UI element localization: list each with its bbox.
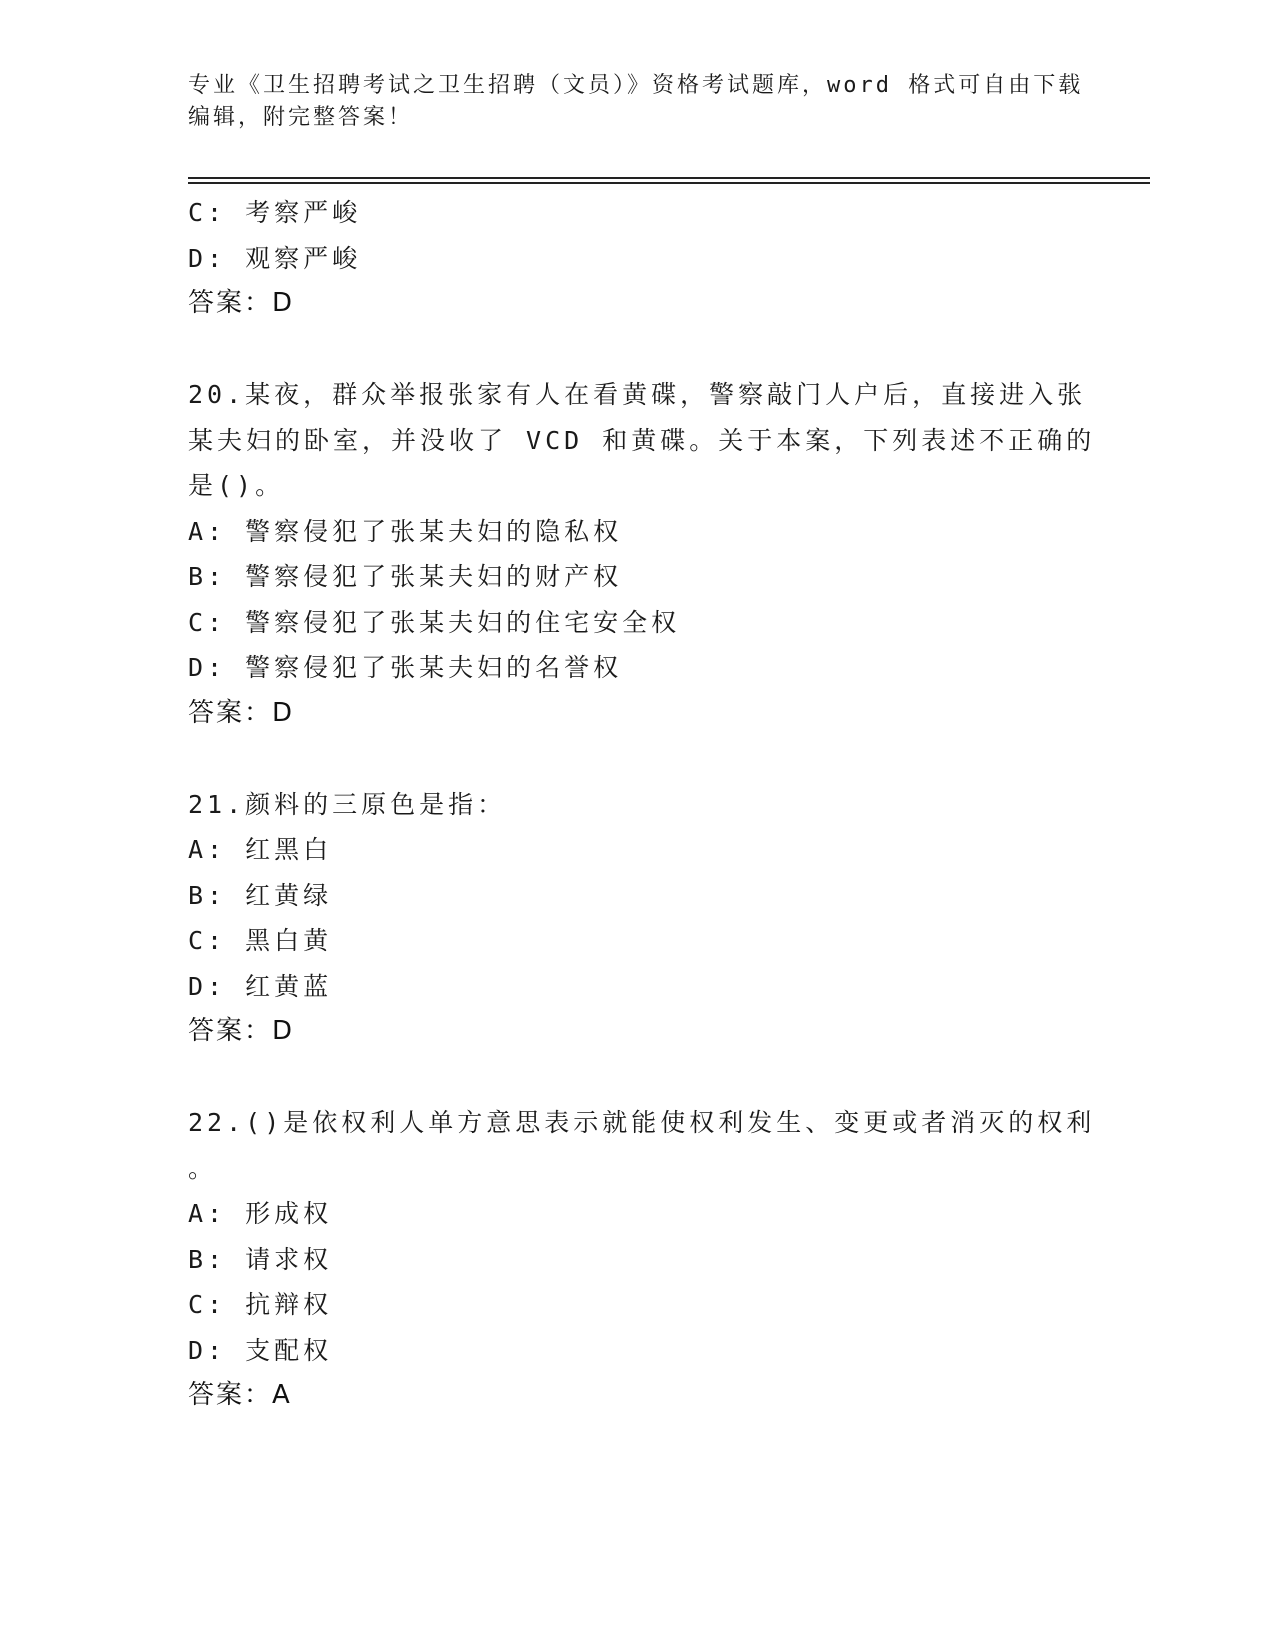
answer-line: 答案：A — [188, 1380, 292, 1410]
question-stem: 20.某夜，群众举报张家有人在看黄碟，警察敲门人户后，直接进入张 — [188, 380, 1087, 409]
option-b: B: 警察侵犯了张某夫妇的财产权 — [188, 562, 623, 591]
question-list — [188, 190, 1096, 1419]
question-20 — [188, 372, 1096, 736]
spacer — [188, 1055, 1088, 1101]
header-rule-top — [188, 177, 1150, 179]
question-22 — [188, 1100, 1096, 1419]
option-c: C: 抗辩权 — [188, 1290, 333, 1319]
answer-line: 答案：D — [188, 1016, 295, 1046]
question-stem: 某夫妇的卧室，并没收了 VCD 和黄碟。关于本案，下列表述不正确的 — [188, 425, 1096, 455]
option-d: D: 警察侵犯了张某夫妇的名誉权 — [188, 653, 623, 682]
option-b: B: 红黄绿 — [188, 880, 333, 910]
question-stem: 21.颜料的三原色是指： — [188, 789, 507, 819]
option-d: D: 红黄蓝 — [188, 971, 333, 1001]
question-19-tail — [188, 190, 1088, 327]
option-a: A: 形成权 — [188, 1199, 333, 1228]
question-stem: 。 — [188, 1153, 218, 1183]
header-line-1: 专业《卫生招聘考试之卫生招聘（文员）》资格考试题库，word 格式可自由下载 — [188, 73, 1084, 98]
question-21 — [188, 782, 1088, 1055]
header-line-2: 编辑，附完整答案！ — [188, 105, 414, 130]
option-c: C: 考察严峻 — [188, 198, 362, 227]
spacer — [188, 327, 1088, 373]
option-c: C: 警察侵犯了张某夫妇的住宅安全权 — [188, 607, 681, 637]
answer-line: 答案：D — [188, 288, 295, 318]
option-a: A: 警察侵犯了张某夫妇的隐私权 — [188, 516, 623, 546]
spacer — [188, 736, 1088, 782]
option-d: D: 支配权 — [188, 1335, 333, 1365]
option-d: D: 观察严峻 — [188, 243, 362, 273]
option-c: C: 黑白黄 — [188, 926, 333, 955]
document-header — [188, 70, 1088, 134]
option-a: A: 红黑白 — [188, 835, 333, 864]
option-b: B: 请求权 — [188, 1244, 333, 1274]
header-rule-bottom — [188, 182, 1150, 184]
question-stem: 22.()是依权利人单方意思表示就能使权利发生、变更或者消灭的权利 — [188, 1108, 1096, 1137]
question-stem: 是()。 — [188, 471, 285, 500]
answer-line: 答案：D — [188, 697, 295, 728]
